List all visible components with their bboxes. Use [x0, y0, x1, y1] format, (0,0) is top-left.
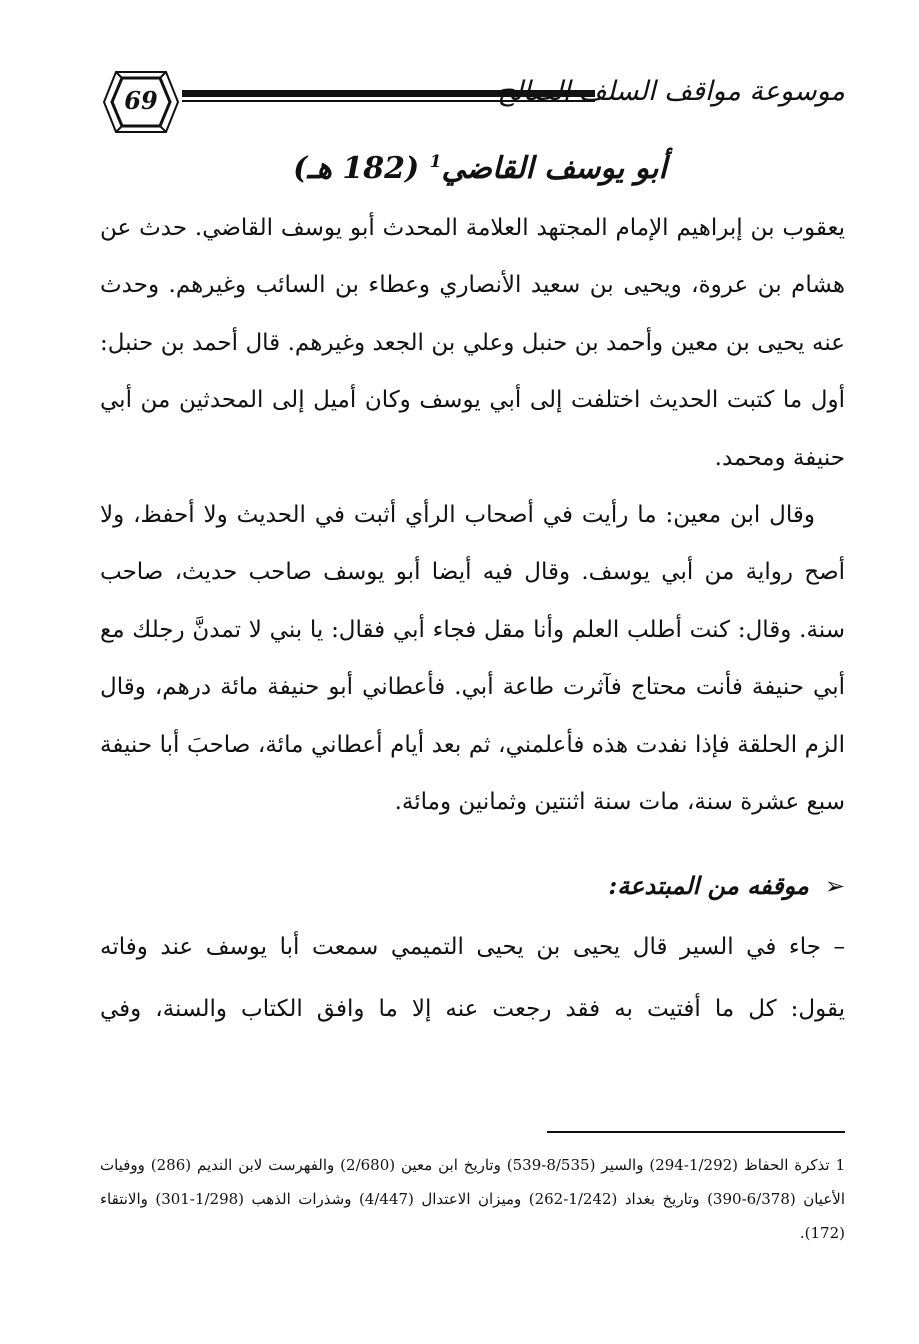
section-line-2: يقول: كل ما أفتيت به فقد رجعت عنه إلا ما وافق الكتاب والسنة، وفي: [100, 996, 845, 1022]
footnote-reference: 1: [429, 152, 442, 172]
section-body: [100, 916, 845, 1040]
series-title: موسوعة مواقف السلف الصالح: [497, 76, 845, 107]
entry-title-name: أبو يوسف القاضي: [441, 151, 667, 186]
paragraph-biography: يعقوب بن إبراهيم الإمام المجتهد العلامة المحدث أبو يوسف القاضي. حدث عن هشام بن عروة، ويحيى بن سعيد الأنصاري وعطاء بن السائب وغيرهم. وحدث عنه يحيى بن معين وأحمد بن حنبل وعلي بن الجعد وغيرهم. قال أحمد بن حنبل: أول ما كتبت الحديث اختلفت إلى أبي يوسف وكان أميل إلى المحدثين من أبي حنيفة ومحمد.: [100, 215, 846, 471]
arrow-bullet-icon: ➢: [824, 872, 845, 900]
section-line-1: – جاء في السير قال يحيى بن يحيى التميمي سمعت أبا يوسف عند وفاته: [100, 934, 845, 960]
footnote-divider: [547, 1131, 845, 1133]
section-heading: [500, 858, 845, 914]
paragraph-praise: وقال ابن معين: ما رأيت في أصحاب الرأي أثبت في الحديث ولا أحفظ، ولا أصح رواية من أبي يوسف. وقال فيه أيضا أبو يوسف صاحب حديث، صاحب سنة. وقال: كنت أطلب العلم وأنا مقل فجاء أبي فقال: يا بني لا تمدنَّ رجلك مع أبي حنيفة فأنت محتاج فآثرت طاعة أبي. فأعطاني أبو حنيفة مائة درهم، وقال الزم الحلقة فإذا نفدت هذه فأعلمني، ثم بعد أيام أعطاني مائة، صاحبَ أبا حنيفة سبع عشرة سنة، مات سنة اثنتين وثمانين ومائة.: [100, 502, 845, 816]
main-body: [100, 200, 845, 831]
page-header: [100, 66, 845, 138]
entry-title: [240, 138, 720, 186]
footnote: 1 تذكرة الحفاظ (1/292-294) والسير (8/535-539) وتاريخ ابن معين (2/680) والفهرست لابن النديم (286) ووفيات الأعيان (6/378-390) وتاريخ بغداد (1/242-262) وميزان الاعتدال (4/447) وشذرات الذهب (1/298-301) والانتقاء (172).: [100, 1156, 846, 1242]
section-heading-text: موقفه من المبتدعة:: [608, 871, 809, 900]
page-number-ornament: [100, 66, 182, 138]
entry-title-date: (182 هـ): [293, 151, 420, 186]
page-number: 69: [124, 86, 158, 115]
